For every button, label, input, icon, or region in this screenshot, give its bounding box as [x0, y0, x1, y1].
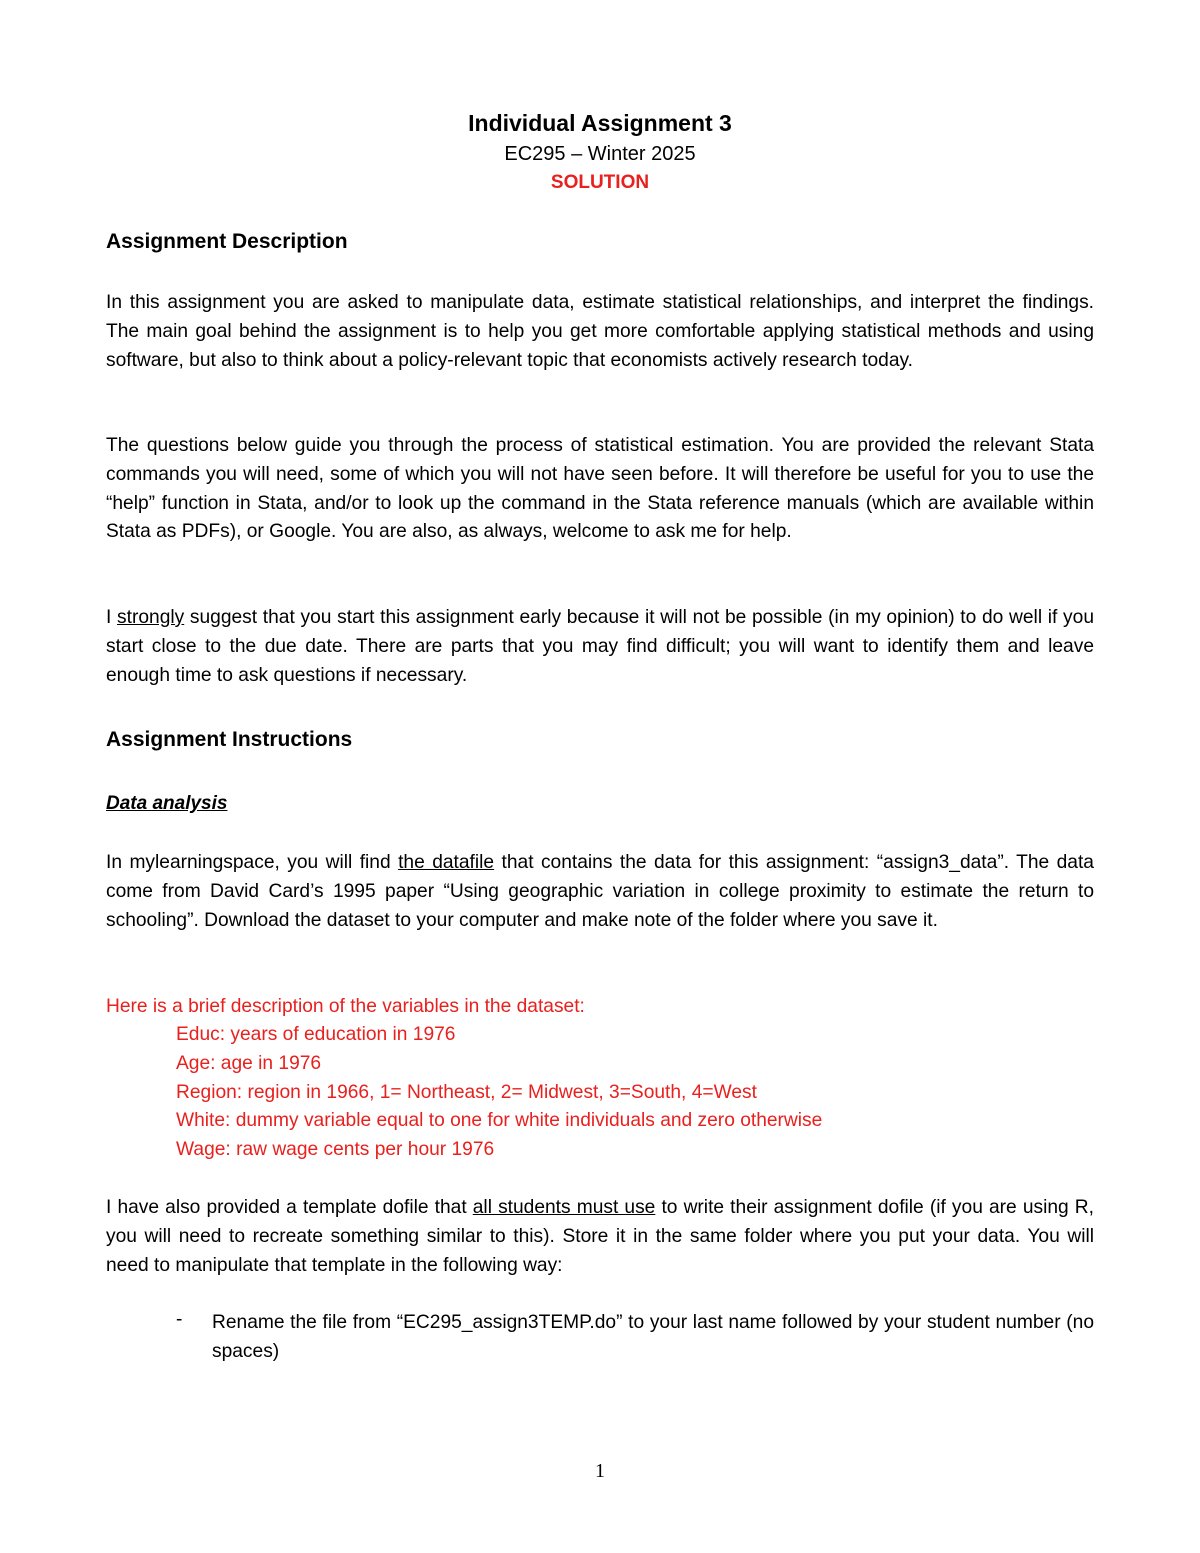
instructions-paragraph-1: [106, 849, 1094, 935]
description-paragraph-1: In this assignment you are asked to manipulate data, estimate statistical relationships, and interpret the findings. The main goal behind the assignment is to help you get more comfortable applying statistical methods and using software, but also to think about a policy-relevant topic that economists actively research today.: [106, 292, 1094, 371]
bullet-item-rename: Rename the file from “EC295_assign3TEMP.do” to your last name followed by your student number (no spaces): [212, 1312, 1094, 1362]
variable-item-wage: Wage: raw wage cents per hour 1976: [176, 1139, 495, 1161]
section-heading-description: Assignment Description: [106, 230, 348, 253]
variable-item-region: Region: region in 1966, 1= Northeast, 2= Midwest, 3=South, 4=West: [176, 1081, 757, 1103]
paragraph-text: I have also provided a template dofile that: [106, 1197, 473, 1218]
bullet-marker: -: [176, 1309, 183, 1330]
emphasis-strongly: strongly: [117, 607, 185, 628]
variable-item-white: White: dummy variable equal to one for white individuals and zero otherwise: [176, 1110, 823, 1132]
document-title: Individual Assignment 3: [468, 110, 732, 136]
paragraph-text: In mylearningspace, you will find: [106, 852, 399, 873]
variables-intro: Here is a brief description of the variables in the dataset:: [106, 996, 585, 1017]
paragraph-text: that contains the data for this assignment: “assign3_data”. The data come from David Card’s 1995 paper “Using geographic variation in college proximity to estimate the return to schooling”. Download the dataset to your computer and make note of the folder where you save it.: [106, 852, 1094, 931]
page-number: 1: [595, 1460, 605, 1482]
subsection-heading-data-analysis: Data analysis: [106, 793, 228, 814]
emphasis-all-students: all students must use: [472, 1197, 656, 1218]
variable-item-educ: Educ: years of education in 1976: [176, 1024, 456, 1045]
datafile-link[interactable]: the datafile: [398, 852, 495, 873]
paragraph-text: to write their assignment dofile (if you are using R, you will need to recreate something similar to this). Store it in the same folder where you put your data. You will need to manipulate that template in the following way:: [106, 1197, 1094, 1276]
instructions-paragraph-2: [106, 1194, 1094, 1280]
variable-list: [176, 1021, 822, 1165]
variable-item-age: Age: age in 1976: [176, 1052, 322, 1074]
paragraph-text: I: [106, 607, 118, 628]
course-subtitle: EC295 – Winter 2025: [504, 143, 696, 165]
description-paragraph-3: [106, 604, 1094, 690]
description-paragraph-2: The questions below guide you through the process of statistical estimation. You are provided the relevant Stata commands you will need, some of which you will not have seen before. It will therefore be useful for you to use the “help” function in Stata, and/or to look up the command in the Stata reference manuals (which are available within Stata as PDFs), or Google. You are also, as always, welcome to ask me for help.: [106, 435, 1094, 543]
paragraph-text: suggest that you start this assignment early because it will not be possible (in my opinion) to do well if you start close to the due date. There are parts that you may find difficult; you will want to identify them and leave enough time to ask questions if necessary.: [106, 607, 1094, 686]
section-heading-instructions: Assignment Instructions: [106, 728, 353, 751]
solution-label: SOLUTION: [550, 172, 650, 193]
